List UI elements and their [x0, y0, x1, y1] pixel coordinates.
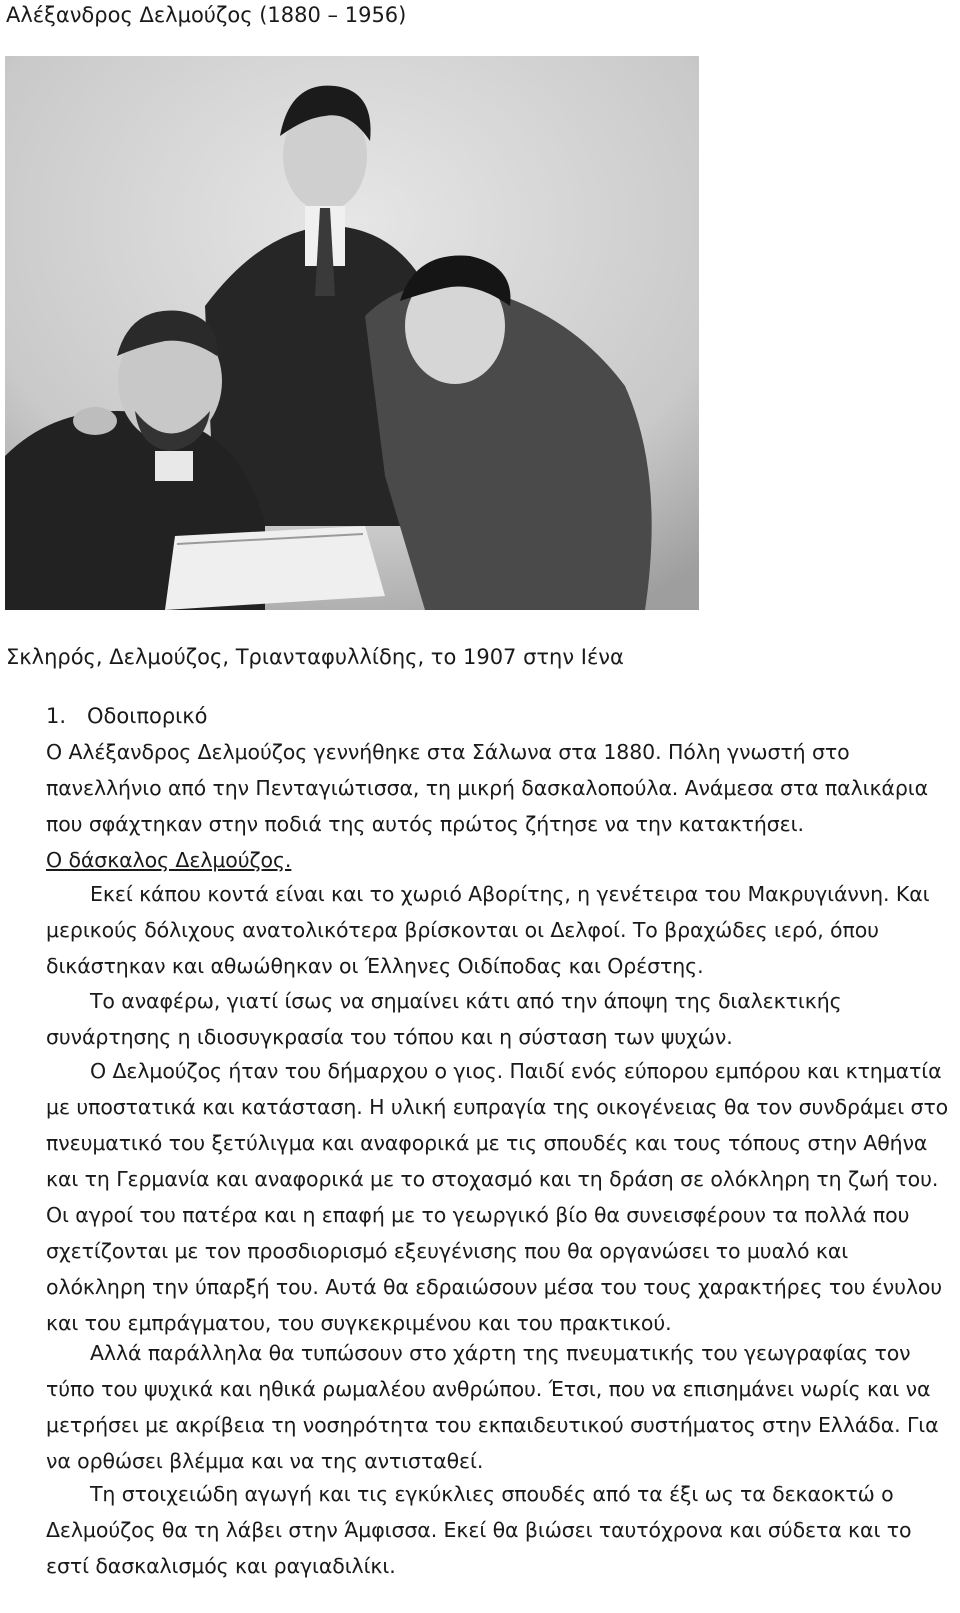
photo-caption: Σκληρός, Δελμούζος, Τριανταφυλλίδης, το 1907 στην Ιένα — [6, 645, 624, 669]
paragraph-line: σχετίζονται με τον προσδιορισμό εξευγένισης που θα οργανώσει το μυαλό και — [46, 1239, 849, 1263]
paragraph-line: δικάστηκαν και αθωώθηκαν οι Έλληνες Οιδίποδας και Ορέστης. — [46, 954, 704, 978]
paragraph-line: πνευματικό του ξετύλιγμα και αναφορικά με τις σπουδές και τους τόπους στην Αθήνα — [46, 1131, 928, 1155]
paragraph-line: Εκεί κάπου κοντά είναι και το χωριό Αβορίτης, η γενέτειρα του Μακρυγιάννη. Και — [90, 882, 930, 906]
paragraph-line: Ο Αλέξανδρος Δελμούζος γεννήθηκε στα Σάλωνα στα 1880. Πόλη γνωστή στο — [46, 740, 850, 764]
paragraph-line: και του εμπράγματου, του συγκεκριμένου και του πρακτικού. — [46, 1311, 672, 1335]
paragraph-line: με υποστατικά και κατάσταση. Η υλική ευπραγία της οικογένειας θα τον συνδράμει στο — [46, 1095, 949, 1119]
paragraph-line: που σφάχτηκαν στην ποδιά της αυτός πρώτος ζήτησε να την κατακτήσει. — [46, 812, 804, 836]
paragraph-line: Δελμούζος θα τη λάβει στην Άμφισσα. Εκεί θα βιώσει ταυτόχρονα και σύδετα και το — [46, 1518, 912, 1542]
paragraph-line: Τη στοιχειώδη αγωγή και τις εγκύκλιες σπουδές από τα έξι ως τα δεκαοκτώ ο — [90, 1482, 894, 1506]
paragraph-6 — [46, 1476, 954, 1584]
historical-photo — [5, 56, 699, 610]
paragraph-line: ολόκληρη την ύπαρξή του. Αυτά θα εδραιώσουν μέσα του τους χαρακτήρες του ένυλου — [46, 1275, 943, 1299]
paragraph-4 — [46, 1053, 954, 1341]
paragraph-line: Το αναφέρω, γιατί ίσως να σημαίνει κάτι από την άποψη της διαλεκτικής — [90, 989, 842, 1013]
paragraph-line: πανελλήνιο από την Πενταγιώτισσα, τη μικρή δασκαλοπούλα. Ανάμεσα στα παλικάρια — [46, 776, 929, 800]
section-title: Οδοιπορικό — [87, 704, 208, 728]
paragraph-line: Ο δάσκαλος Δελμούζος. — [46, 848, 292, 872]
paragraph-line: μερικούς δόλιχους ανατολικότερα βρίσκονται οι Δελφοί. Το βραχώδες ιερό, όπου — [46, 918, 879, 942]
paragraph-line: συνάρτησης η ιδιοσυγκρασία του τόπου και η σύσταση των ψυχών. — [46, 1025, 733, 1049]
section-number: 1. — [46, 704, 67, 728]
paragraph-line: και τη Γερμανία και αναφορικά με το στοχασμό και τη δράση σε ολόκληρη τη ζωή του. — [46, 1167, 939, 1191]
section-heading — [46, 703, 207, 729]
paragraph-1 — [46, 734, 954, 878]
paragraph-line: εστί δασκαλισμός και ραγιαδιλίκι. — [46, 1554, 396, 1578]
paragraph-3 — [46, 983, 954, 1055]
paragraph-line: μετρήσει με ακρίβεια τη νοσηρότητα του εκπαιδευτικού συστήματος στην Ελλάδα. Για — [46, 1413, 939, 1437]
paragraph-5 — [46, 1335, 954, 1479]
paragraph-2 — [46, 876, 954, 984]
paragraph-line: να ορθώσει βλέμμα και να της αντισταθεί. — [46, 1449, 484, 1473]
paragraph-line: Ο Δελμούζος ήταν του δήμαρχου ο γιος. Παιδί ενός εύπορου εμπόρου και κτηματία — [90, 1059, 942, 1083]
paragraph-line: Αλλά παράλληλα θα τυπώσουν στο χάρτη της πνευματικής του γεωγραφίας τον — [90, 1341, 911, 1365]
paragraph-line: τύπο του ψυχικά και ηθικά ρωμαλέου ανθρώπου. Έτσι, που να επισημάνει νωρίς και να — [46, 1377, 931, 1401]
page-title: Αλέξανδρος Δελμούζος (1880 – 1956) — [6, 3, 407, 27]
paragraph-line: Οι αγροί του πατέρα και η επαφή με το γεωργικό βίο θα συνεισφέρουν τα πολλά που — [46, 1203, 910, 1227]
